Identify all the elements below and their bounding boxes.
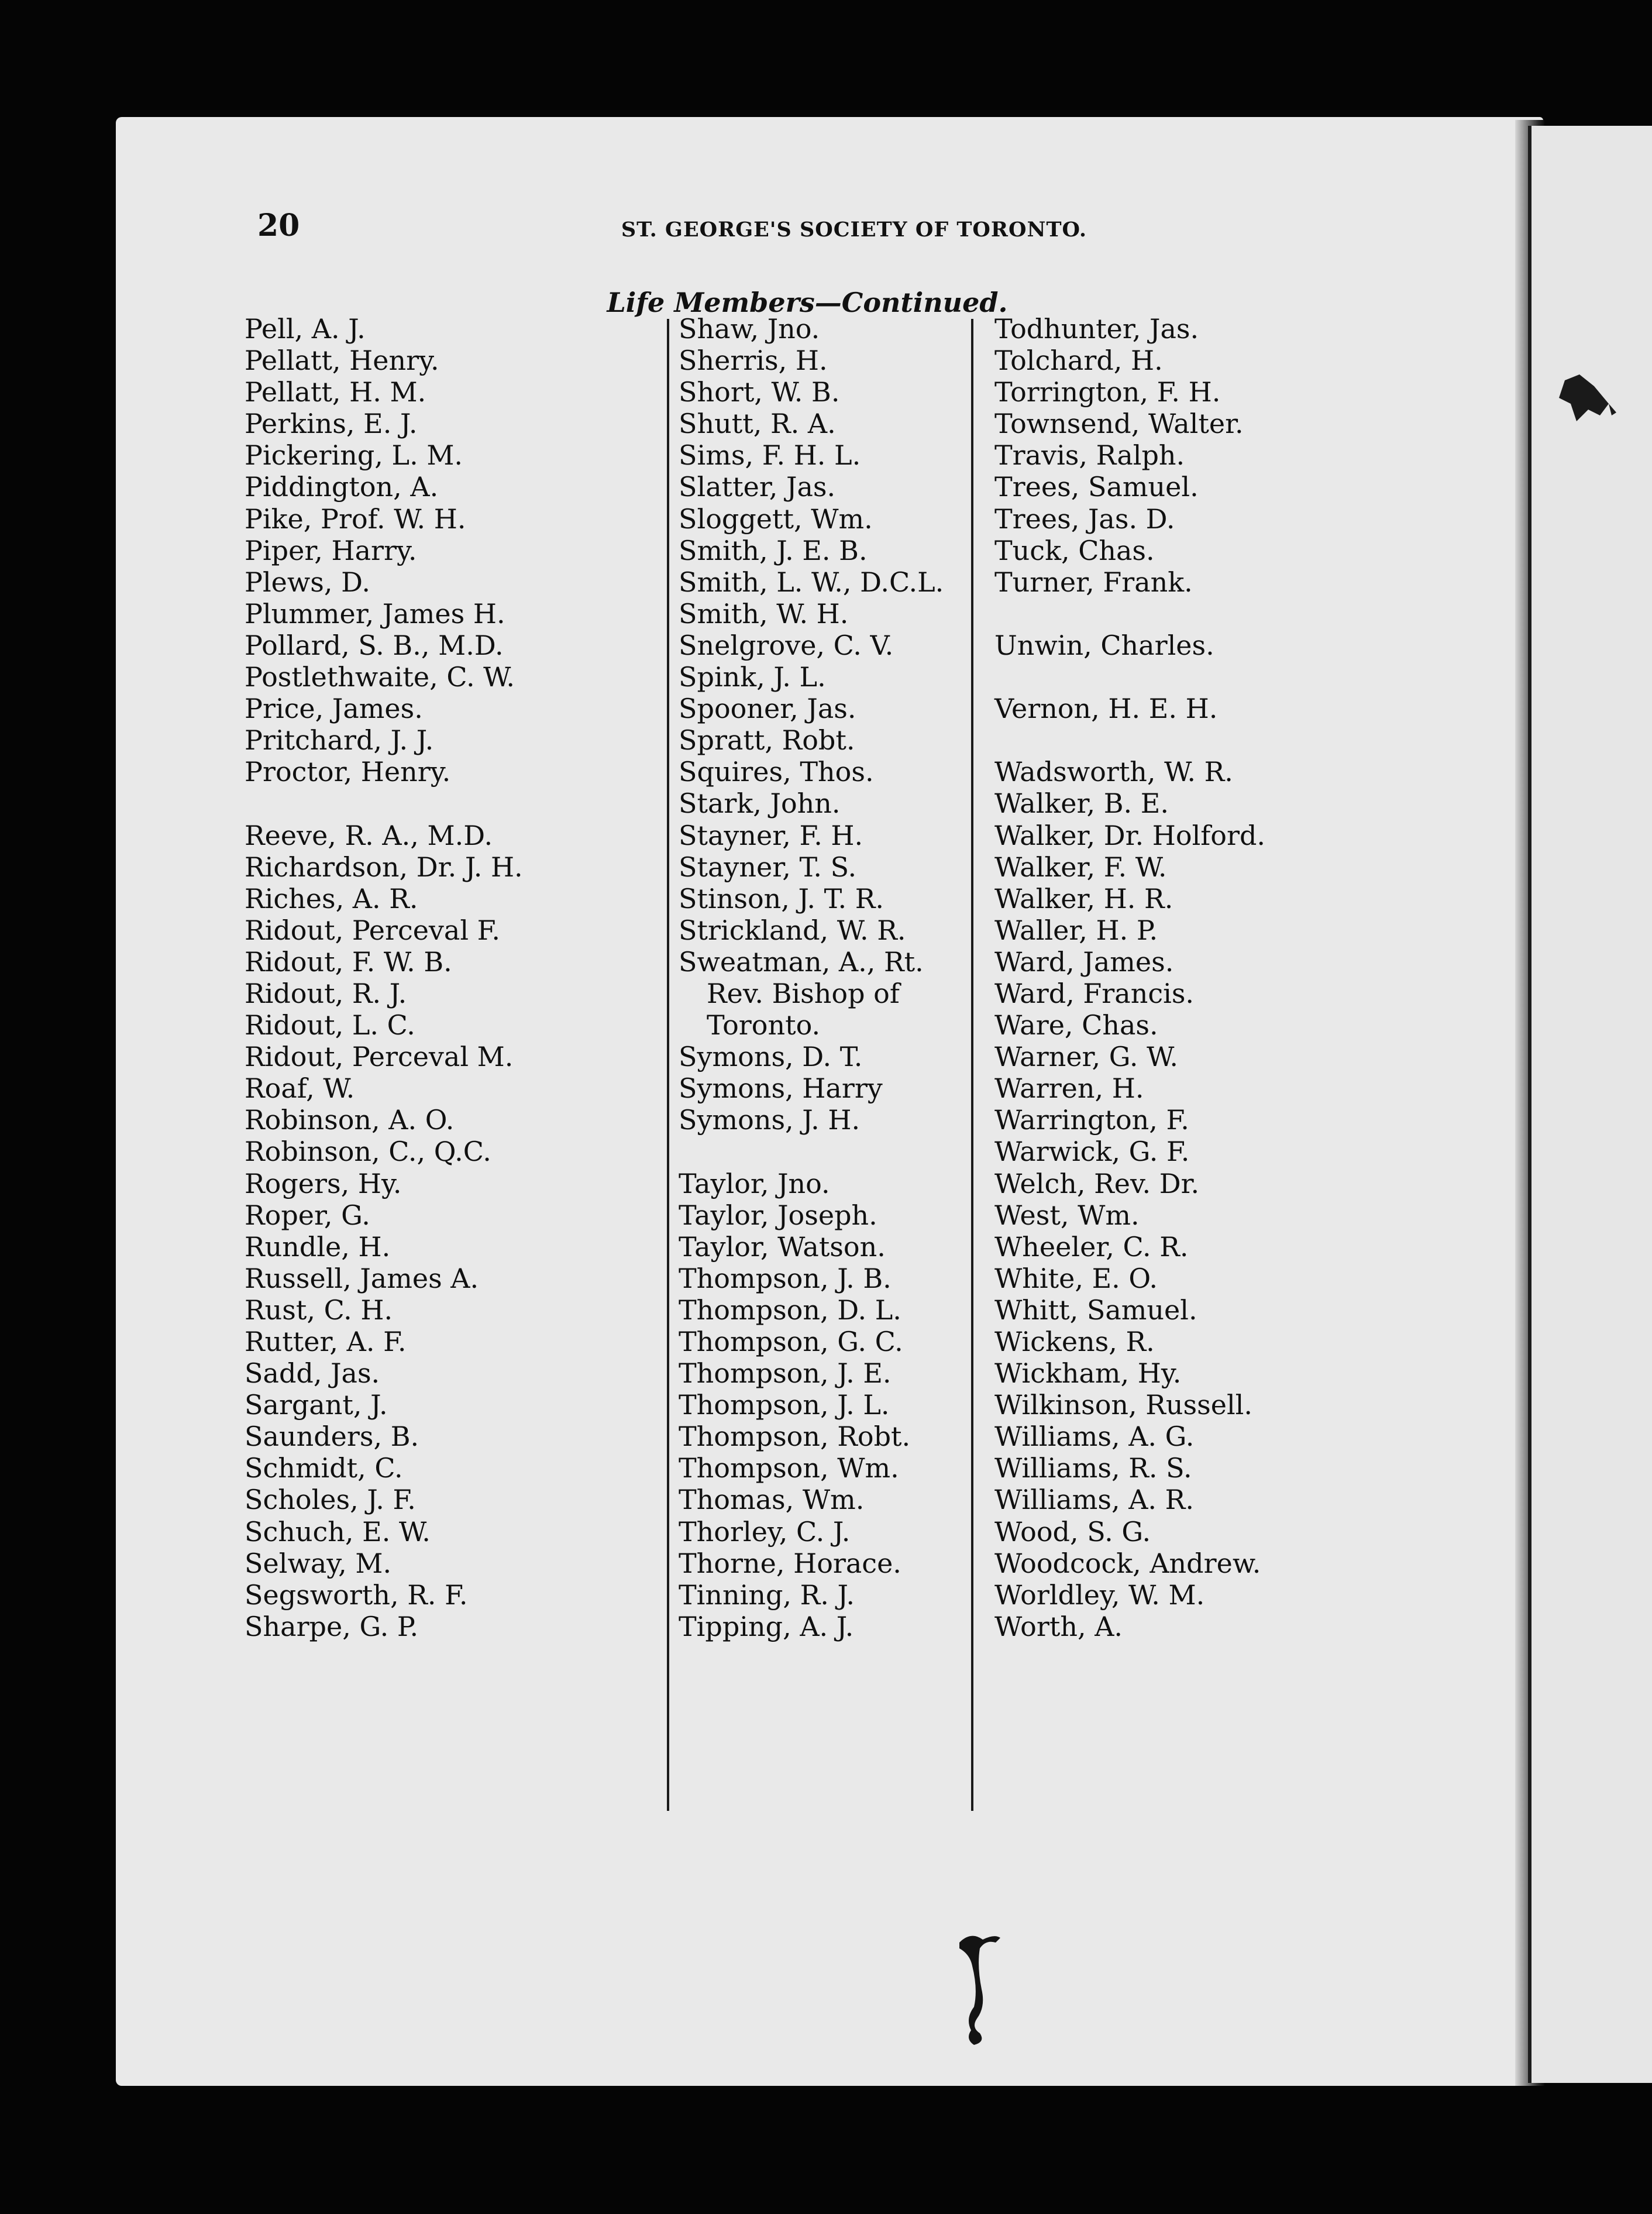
column-divider [971, 319, 973, 1811]
member-entry: Stayner, F. H. [679, 819, 863, 851]
member-entry: Welch, Rev. Dr. [994, 1167, 1200, 1199]
member-entry: Ridout, F. W. B. [245, 946, 452, 978]
member-entry [994, 598, 1265, 630]
page-number: 20 [257, 208, 300, 243]
member-entry: Wadsworth, W. R. [994, 756, 1233, 788]
member-entry: Roper, G. [245, 1199, 370, 1231]
member-entry: Thompson, G. C. [679, 1326, 903, 1357]
member-entry: Ward, James. [994, 946, 1174, 978]
member-entry: Rundle, H. [245, 1230, 391, 1263]
member-entry: Rust, C. H. [245, 1294, 393, 1326]
member-entry: Schuch, E. W. [245, 1515, 431, 1548]
member-entry: Walker, Dr. Holford. [994, 819, 1266, 851]
member-entry: Wheeler, C. R. [994, 1230, 1189, 1263]
member-entry: Ward, Francis. [994, 977, 1195, 1009]
member-entry: Williams, A. R. [994, 1484, 1194, 1516]
binding-tack-mark [954, 1931, 1006, 2048]
member-entry: Ridout, R. J. [245, 977, 407, 1009]
member-entry: Piper, Harry. [245, 534, 417, 566]
member-entry: Thorne, Horace. [679, 1547, 901, 1579]
member-entry: Tuck, Chas. [994, 534, 1155, 566]
member-entry: Symons, Harry [679, 1072, 883, 1105]
member-entry: Spink, J. L. [679, 661, 826, 693]
member-entry: Thompson, Robt. [679, 1421, 911, 1453]
member-entry: Rutter, A. F. [245, 1326, 407, 1357]
member-entry: Pellatt, H. M. [245, 376, 426, 408]
member-entry: Riches, A. R. [245, 882, 418, 915]
member-entry: Williams, R. S. [994, 1452, 1192, 1484]
member-entry: Sadd, Jas. [245, 1357, 380, 1390]
member-entry: Stayner, T. S. [679, 851, 857, 883]
member-entry: Selway, M. [245, 1547, 392, 1579]
member-entry: Waller, H. P. [994, 914, 1158, 946]
member-entry: Williams, A. G. [994, 1421, 1195, 1453]
member-entry: Symons, J. H. [679, 1104, 861, 1136]
member-entry: Pell, A. J. [245, 313, 366, 345]
member-entry: Worth, A. [994, 1610, 1123, 1642]
member-entry: Warren, H. [994, 1072, 1144, 1105]
member-entry: Wickham, Hy. [994, 1357, 1182, 1390]
member-entry: Pellatt, Henry. [245, 345, 439, 377]
member-entry: Saunders, B. [245, 1421, 419, 1453]
member-entry: Taylor, Jno. [679, 1167, 830, 1199]
member-entry: Walker, B. E. [994, 788, 1169, 820]
member-entry: Ridout, L. C. [245, 1009, 415, 1041]
member-entry [994, 724, 1265, 756]
member-entry: Smith, J. E. B. [679, 534, 868, 566]
member-entry: Robinson, A. O. [245, 1104, 455, 1136]
member-entry: Slatter, Jas. [679, 471, 836, 503]
member-entry: Snelgrove, C. V. [679, 629, 894, 661]
member-entry: Taylor, Watson. [679, 1230, 886, 1263]
member-entry: West, Wm. [994, 1199, 1140, 1231]
member-entry: Sargant, J. [245, 1389, 388, 1421]
member-entry: Pike, Prof. W. H. [245, 503, 466, 535]
member-entry: Thomas, Wm. [679, 1484, 865, 1516]
member-entry: Vernon, H. E. H. [994, 693, 1218, 725]
member-entry: Sweatman, A., Rt. [679, 946, 924, 978]
member-column-3 [994, 313, 1265, 1642]
member-entry: White, E. O. [994, 1262, 1158, 1294]
section-heading: Life Members—Continued. [607, 287, 1008, 318]
member-entry: Rogers, Hy. [245, 1167, 402, 1199]
member-entry: Shaw, Jno. [679, 313, 820, 345]
member-entry: Tolchard, H. [994, 345, 1163, 377]
member-entry: Wickens, R. [994, 1326, 1155, 1357]
member-entry: Proctor, Henry. [245, 756, 451, 788]
member-entry: Todhunter, Jas. [994, 313, 1199, 345]
member-entry: Spooner, Jas. [679, 693, 856, 725]
member-entry: Sims, F. H. L. [679, 439, 861, 472]
member-entry: Price, James. [245, 693, 423, 725]
member-entry: Walker, F. W. [994, 851, 1167, 883]
member-entry: Segsworth, R. F. [245, 1579, 468, 1611]
member-entry: Thompson, J. B. [679, 1262, 892, 1294]
running-title: ST. GEORGE'S SOCIETY OF TORONTO. [621, 218, 1087, 242]
member-entry: Pollard, S. B., M.D. [245, 629, 504, 661]
member-entry: Shutt, R. A. [679, 408, 836, 440]
member-entry: Russell, James A. [245, 1262, 479, 1294]
member-entry: Wood, S. G. [994, 1515, 1151, 1548]
member-entry [245, 788, 523, 819]
member-entry: Spratt, Robt. [679, 724, 855, 757]
member-entry: Postlethwaite, C. W. [245, 661, 515, 693]
member-entry: Schmidt, C. [245, 1452, 403, 1484]
member-entry: Perkins, E. J. [245, 408, 418, 440]
member-entry: Smith, L. W., D.C.L. [679, 566, 944, 598]
member-entry: Toronto. [707, 1009, 821, 1041]
member-entry: Walker, H. R. [994, 882, 1173, 915]
member-entry: Pritchard, J. J. [245, 724, 434, 757]
member-entry: Reeve, R. A., M.D. [245, 819, 493, 851]
member-entry: Richardson, Dr. J. H. [245, 851, 523, 883]
member-entry: Plummer, James H. [245, 597, 505, 630]
member-column-1 [245, 313, 523, 1642]
member-entry: Travis, Ralph. [994, 439, 1185, 472]
member-entry: Sherris, H. [679, 345, 828, 377]
member-entry: Ware, Chas. [994, 1009, 1158, 1041]
member-entry: Wilkinson, Russell. [994, 1389, 1253, 1421]
member-entry: Townsend, Walter. [994, 408, 1244, 440]
column-divider [667, 319, 669, 1811]
member-entry: Woodcock, Andrew. [994, 1547, 1261, 1579]
member-entry: Smith, W. H. [679, 597, 849, 630]
member-entry: Thompson, D. L. [679, 1294, 901, 1326]
member-entry: Tinning, R. J. [679, 1579, 855, 1611]
member-entry: Squires, Thos. [679, 756, 874, 788]
member-entry [679, 1136, 944, 1167]
member-entry: Rev. Bishop of [707, 977, 900, 1009]
member-entry: Worldley, W. M. [994, 1579, 1205, 1611]
member-entry: Unwin, Charles. [994, 629, 1214, 661]
member-entry: Ridout, Perceval M. [245, 1041, 514, 1073]
member-entry: Sloggett, Wm. [679, 503, 873, 535]
member-entry: Robinson, C., Q.C. [245, 1136, 491, 1168]
member-entry: Pickering, L. M. [245, 439, 463, 472]
member-entry: Turner, Frank. [994, 566, 1193, 598]
member-entry: Trees, Samuel. [994, 471, 1199, 503]
member-entry: Warrington, F. [994, 1104, 1189, 1136]
member-entry: Tipping, A. J. [679, 1610, 854, 1642]
member-entry: Warner, G. W. [994, 1041, 1178, 1073]
member-entry: Thompson, Wm. [679, 1452, 899, 1484]
member-entry: Ridout, Perceval F. [245, 914, 501, 946]
member-entry: Whitt, Samuel. [994, 1294, 1197, 1326]
member-entry: Symons, D. T. [679, 1041, 863, 1073]
member-entry: Trees, Jas. D. [994, 503, 1175, 535]
member-entry: Roaf, W. [245, 1072, 355, 1105]
member-entry: Sharpe, G. P. [245, 1610, 419, 1642]
member-entry: Thompson, J. L. [679, 1389, 890, 1421]
member-entry: Plews, D. [245, 566, 370, 598]
member-entry: Scholes, J. F. [245, 1484, 416, 1516]
member-column-2 [679, 313, 944, 1642]
member-entry: Thorley, C. J. [679, 1515, 851, 1548]
member-entry: Thompson, J. E. [679, 1357, 892, 1390]
member-entry: Taylor, Joseph. [679, 1199, 877, 1231]
member-entry: Warwick, G. F. [994, 1136, 1190, 1168]
member-entry: Short, W. B. [679, 376, 840, 408]
member-entry: Piddington, A. [245, 471, 439, 503]
member-entry: Strickland, W. R. [679, 914, 906, 946]
member-entry: Torrington, F. H. [994, 376, 1221, 408]
member-entry: Stark, John. [679, 788, 841, 820]
member-entry: Stinson, J. T. R. [679, 882, 884, 915]
ink-blot-mark [1553, 369, 1617, 439]
member-entry [994, 661, 1265, 693]
